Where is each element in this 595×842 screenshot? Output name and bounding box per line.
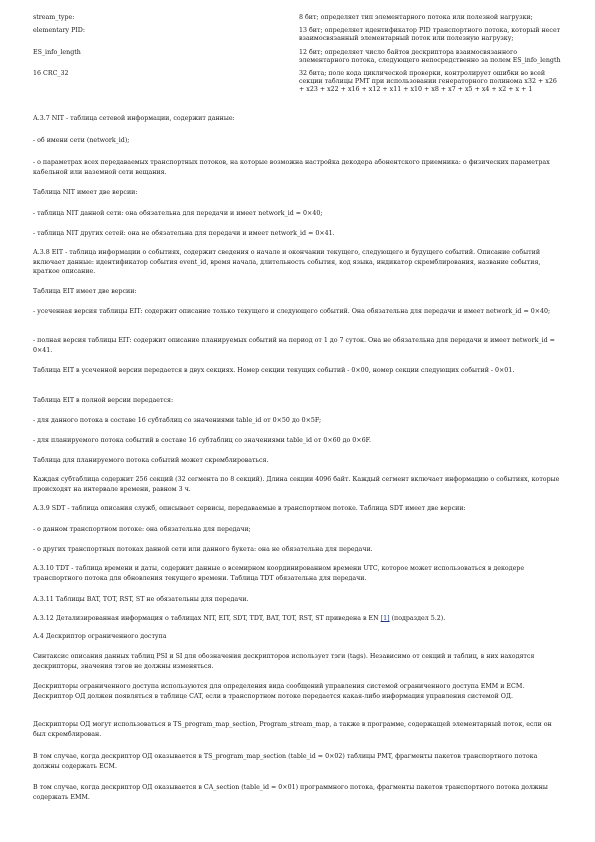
section-a4-heading: А.4 Дескриптор ограниченного доступа: [33, 633, 167, 640]
paragraph-text: (подраздел 5.2).: [389, 615, 446, 622]
definition-desc: 12 бит; определяет число байтов дескриптора взаимосвязанного элементарного потока, следующего непосредственно за полем ES_info_length: [299, 48, 561, 64]
definition-row: [33, 14, 563, 22]
section-a38-paragraph: А.3.8 EIT - таблица информации о событиях, содержит сведения о начале и окончании текущего, следующего и будущего событий. Описание событий включает данные: идентификатор события event_id, время начала, длительность события, код языка, индикатор скремблирования, название события, краткое описание.: [33, 249, 541, 276]
paragraph: Таблица EIT в усеченной версии передается в двух секциях. Номер секции текущих событий - 0×00, номер секции следующих событий - 0×01.: [33, 367, 515, 374]
section-a39-paragraph: А.3.9 SDT - таблица описания служб, описывает сервисы, передаваемые в транспортном потоке. Таблица SDT имеет две версии:: [33, 505, 466, 512]
paragraph: - о данном транспортном потоке: она обязательна для передачи;: [33, 526, 251, 533]
definition-term: 16 CRC_32: [33, 70, 69, 78]
definition-desc: 32 бита; поле кода циклической проверки, контролирует ошибки во всей секции таблицы PMT при использовании генераторного полинома x32 + x26 + x23 + x22 + x16 + x12 + x11 + x10 + x8 + x7 + x5 + x4 + x2 + x + 1: [299, 70, 557, 94]
paragraph: Таблица EIT в полной версии передается:: [33, 397, 174, 404]
paragraph: Дескрипторы ограниченного доступа используются для определения вида сообщений управления системой ограниченного доступа EMM и ECM. Дескриптор ОД должен появляться в таблице CAT, если в транспортном потоке передается какая-либо информация управления системой ОД.: [33, 683, 525, 700]
paragraph: - таблица NIT данной сети: она обязательна для передачи и имеет network_id = 0×40;: [33, 210, 323, 217]
paragraph: Таблица NIT имеет две версии:: [33, 189, 138, 196]
section-a37-heading: А.3.7 NIT - таблица сетевой информации, содержит данные:: [33, 115, 235, 122]
definition-row: [33, 70, 563, 95]
paragraph: - для планируемого потока событий в составе 16 субтаблиц со значениями table_id от 0×60 до 0×6F.: [33, 437, 371, 444]
section-a312-paragraph: [33, 614, 563, 624]
paragraph: - таблица NIT других сетей: она не обязательна для передачи и имеет network_id = 0×41.: [33, 230, 335, 237]
definition-term: ES_info_length: [33, 48, 81, 56]
paragraph: - полная версия таблицы EIT: содержит описание планируемых событий на период от 1 до 7 суток. Она не обязательна для передачи и имеет network_id = 0×41.: [33, 337, 555, 354]
paragraph: В том случае, когда дескриптор ОД оказывается в TS_program_map_section (table_id = 0×02) таблицы PMT, фрагменты пакетов транспортного потока должны содержать ECM.: [33, 753, 538, 770]
definition-desc: 13 бит; определяет идентификатор PID транспортного потока, который несет взаимосвязанный элементарный поток или полезную нагрузку;: [299, 27, 561, 43]
definition-table: [33, 14, 563, 100]
section-a310-paragraph: А.3.10 TDT - таблица времени и даты, содержит данные о всемирном координированном времени UTC, которое может использоваться в декодере транспортного потока для обновления текущего времени. Таблица TDT обязательна для передачи.: [33, 565, 525, 582]
reference-link[interactable]: [1]: [380, 615, 390, 622]
definition-term: elementary PID:: [33, 27, 85, 35]
paragraph-text: А.3.12 Детализированная информация о таблицах NIT, EIT, SDT, TDT, BAT, TOT, RST, ST приведена в EN: [33, 615, 381, 622]
paragraph: Дескрипторы ОД могут использоваться в TS_program_map_section, Program_stream_map, а также в программе, содержащей элементарный поток, если он был скремблирован.: [33, 721, 552, 738]
paragraph: В том случае, когда дескриптор ОД оказывается в CA_section (table_id = 0×01) программного потока, фрагменты пакетов транспортного потока должны содержать EMM.: [33, 784, 548, 801]
definition-row: [33, 27, 563, 43]
definition-row: [33, 49, 563, 65]
paragraph: - усеченная версия таблицы EIT: содержит описание только текущего и следующего событий. Она обязательна для передачи и имеет network_id = 0×40;: [33, 308, 551, 315]
paragraph: - об имени сети (network_id);: [33, 137, 130, 144]
paragraph: - о других транспортных потоках данной сети или данного букета: она не обязательна для передачи.: [33, 546, 373, 553]
section-a311-paragraph: А.3.11 Таблицы BAT, TOT, RST, ST не обязательны для передачи.: [33, 596, 249, 603]
paragraph: Таблица EIT имеет две версии:: [33, 288, 137, 295]
definition-desc: 8 бит; определяет тип элементарного потока или полезной нагрузки;: [299, 14, 533, 21]
paragraph: Каждая субтаблица содержит 256 секций (32 сегмента по 8 секций). Длина секции 4096 байт. Каждый сегмент включает информацию о событиях, которые происходят на интервале времени, равном 3 ч.: [33, 476, 560, 493]
paragraph: - для данного потока в составе 16 субтаблиц со значениями table_id от 0×50 до 0×5F;: [33, 417, 322, 424]
paragraph: Таблица для планируемого потока событий может скремблироваться.: [33, 457, 269, 464]
definition-term: stream_type:: [33, 14, 75, 21]
paragraph: - о параметрах всех передаваемых транспортных потоков, на которые возможна настройка декодера абонентского приемника: о физических параметрах кабельной или наземной сети вещания.: [33, 159, 550, 176]
paragraph: Синтаксис описания данных таблиц PSI и SI для обозначения дескрипторов использует тэги (tags). Независимо от секций и таблиц, в них находятся дескрипторы, значения тэгов не должны изменяться.: [33, 653, 535, 670]
